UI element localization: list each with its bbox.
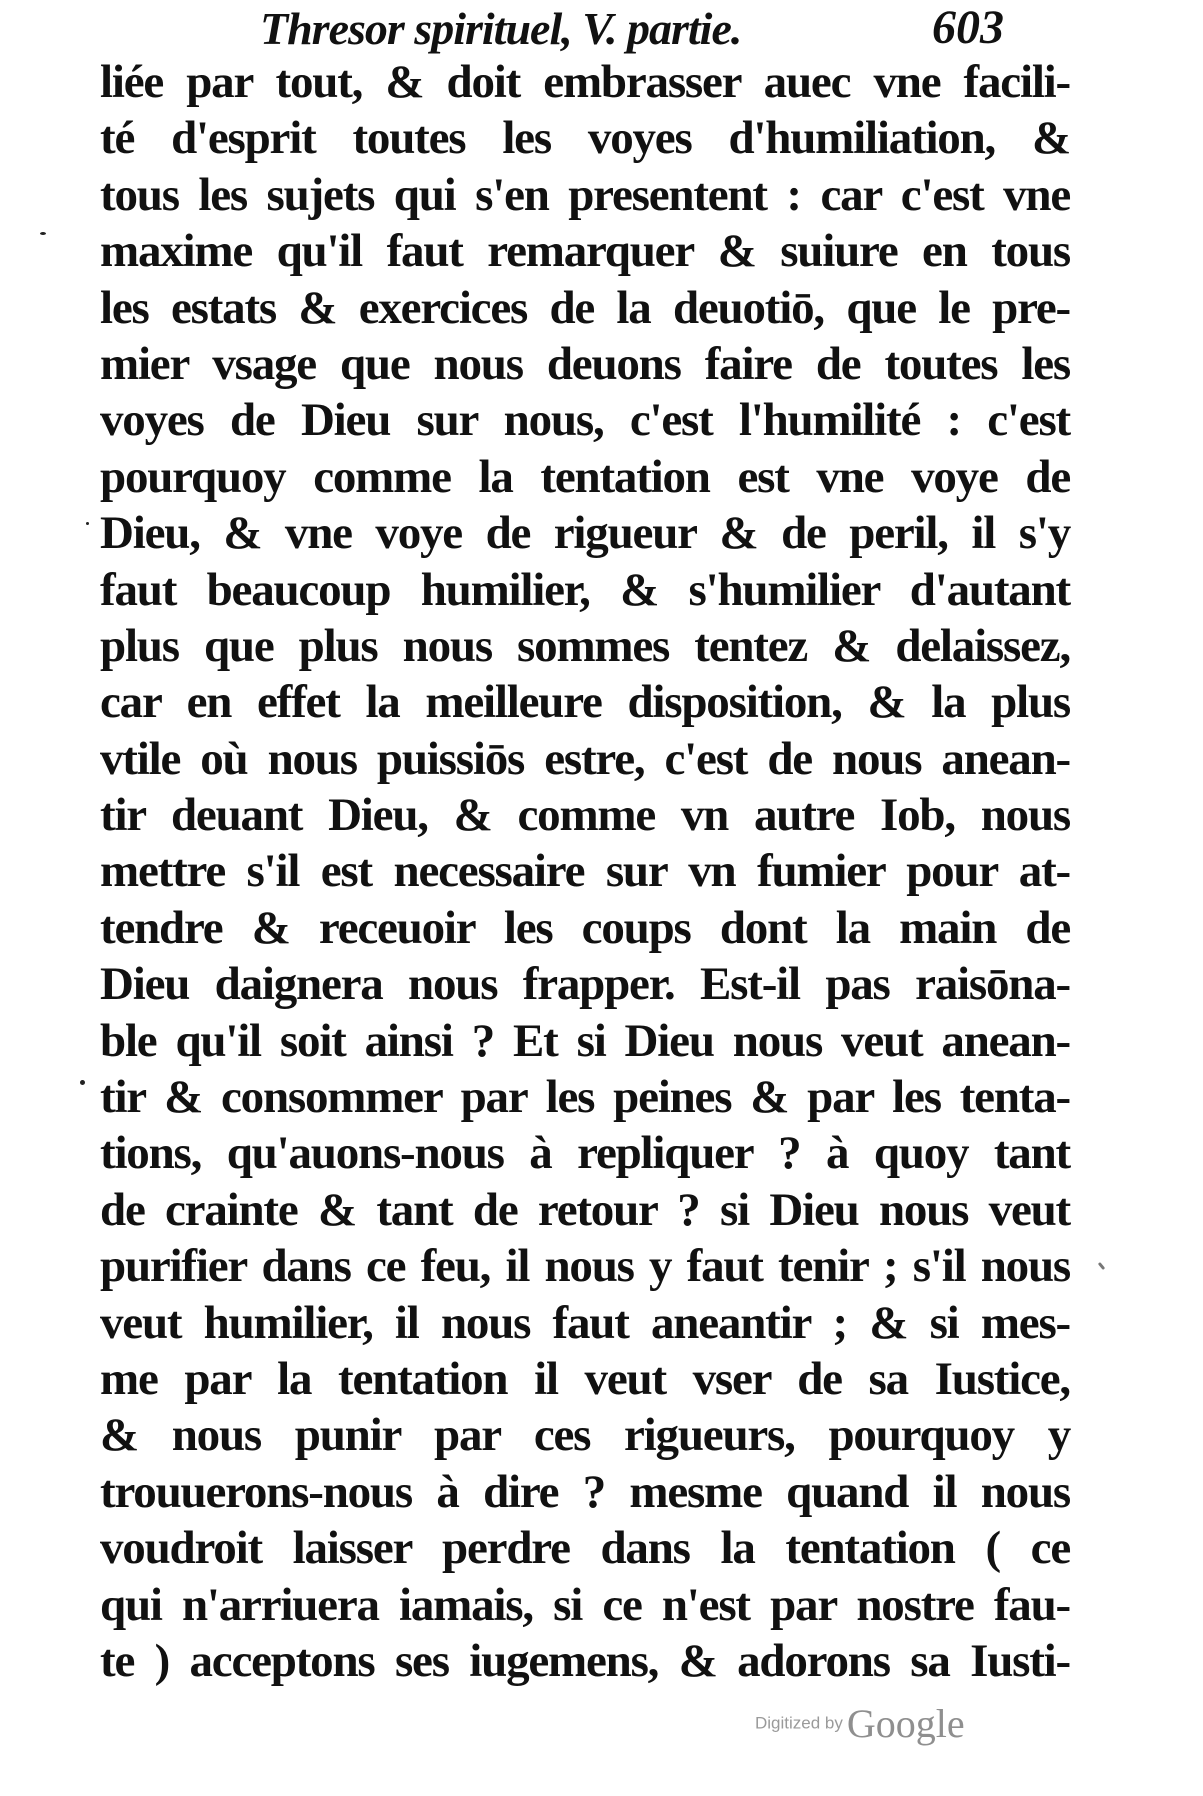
text-line: ble qu'il soit ainsi ? Et si Dieu nous veut anean- xyxy=(100,1014,1070,1067)
text-line: mier vsage que nous deuons faire de toutes les xyxy=(100,337,1070,390)
text-line: liée par tout, & doit embrasser auec vne facili- xyxy=(100,56,1070,108)
text-line: tir deuant Dieu, & comme vn autre Iob, nous xyxy=(100,789,1070,842)
text-line: maxime qu'il faut remarquer & suiure en tous xyxy=(100,225,1070,278)
page-number: 603 xyxy=(932,1,1004,54)
digitized-watermark xyxy=(755,1700,965,1747)
page-header xyxy=(110,0,1070,58)
google-logo: Google xyxy=(846,1701,965,1746)
text-line: mettre s'il est necessaire sur vn fumier pour at- xyxy=(100,845,1070,898)
text-line: pourquoy comme la tentation est vne voye de xyxy=(100,450,1070,503)
text-line: faut beaucoup humilier, & s'humilier d'autant xyxy=(100,563,1070,616)
text-line: Dieu daignera nous frapper. Est-il pas raisōna- xyxy=(100,958,1070,1011)
text-line: tous les sujets qui s'en presentent : car c'est vne xyxy=(100,168,1070,221)
text-line: voyes de Dieu sur nous, c'est l'humilité : c'est xyxy=(100,394,1070,447)
text-line: qui n'arriuera iamais, si ce n'est par nostre fau- xyxy=(100,1578,1070,1631)
text-line: me par la tentation il veut vser de sa Iustice, xyxy=(100,1352,1070,1405)
text-line: car en effet la meilleure disposition, & la plus xyxy=(100,676,1070,729)
text-line: plus que plus nous sommes tentez & delaissez, xyxy=(100,619,1070,672)
text-line: les estats & exercices de la deuotiō, que le pre- xyxy=(100,281,1070,334)
text-line: te ) acceptons ses iugemens, & adorons sa Iusti- xyxy=(100,1634,1070,1687)
digitized-prefix: Digitized by xyxy=(755,1713,843,1733)
text-line: té d'esprit toutes les voyes d'humiliation, & xyxy=(100,112,1070,165)
body-text xyxy=(100,54,1070,1689)
text-line: trouuerons-nous à dire ? mesme quand il nous xyxy=(100,1465,1070,1518)
text-line: Dieu, & vne voye de rigueur & de peril, il s'y xyxy=(100,507,1070,560)
running-title: Thresor spirituel, V. partie. xyxy=(260,3,742,54)
text-line: tions, qu'auons-nous à repliquer ? à quoy tant xyxy=(100,1127,1070,1180)
text-line: purifier dans ce feu, il nous y faut tenir ; s'il nous xyxy=(100,1240,1070,1293)
text-line: & nous punir par ces rigueurs, pourquoy y xyxy=(100,1409,1070,1462)
ink-speck xyxy=(40,232,46,235)
text-line: veut humilier, il nous faut aneantir ; & si mes- xyxy=(100,1296,1070,1349)
text-line: tir & consommer par les peines & par les tenta- xyxy=(100,1071,1070,1124)
ink-speck xyxy=(80,1080,85,1085)
text-line: de crainte & tant de retour ? si Dieu nous veut xyxy=(100,1183,1070,1236)
ink-speck xyxy=(86,522,89,525)
text-line: vtile où nous puissiōs estre, c'est de nous anean- xyxy=(100,732,1070,785)
text-line: tendre & receuoir les coups dont la main de xyxy=(100,901,1070,954)
text-line: voudroit laisser perdre dans la tentation ( ce xyxy=(100,1522,1070,1575)
ink-speck xyxy=(1098,1262,1105,1270)
